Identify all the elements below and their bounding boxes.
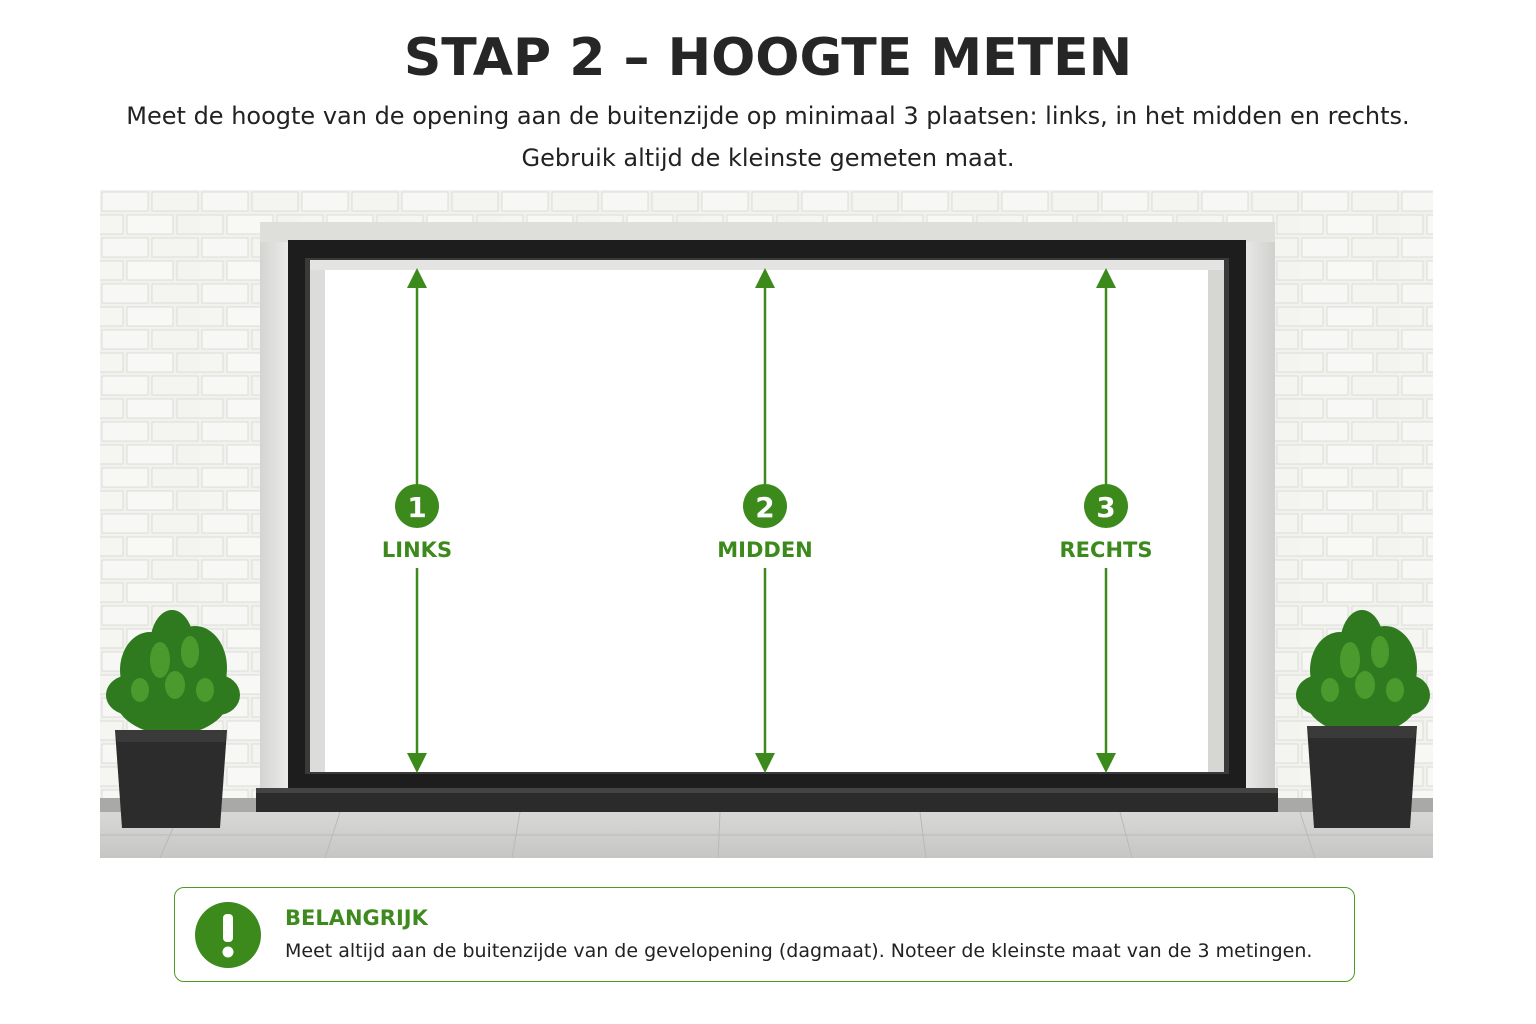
planter-left [115,730,227,828]
instruction-line-1: Meet de hoogte van de opening aan de buitenzijde op minimaal 3 plaatsen: links, in het midden en rechts. [126,102,1410,130]
label-midden: MIDDEN [717,538,813,562]
badge-number-1: 1 [407,491,427,524]
instruction-line-2: Gebruik altijd de kleinste gemeten maat. [521,144,1015,172]
badge-number-2: 2 [755,491,775,524]
notice-title: BELANGRIJK [285,906,428,930]
important-notice [174,887,1355,982]
label-links: LINKS [381,538,453,562]
exclamation-icon [195,902,261,968]
opening-illustration [100,190,1433,858]
planter-right [1307,726,1417,828]
page-title: STAP 2 – HOOGTE METEN [403,28,1133,88]
badge-number-3: 3 [1096,491,1116,524]
label-rechts: RECHTS [1059,538,1153,562]
notice-text: Meet altijd aan de buitenzijde van de gevelopening (dagmaat). Noteer de kleinste maat van de 3 metingen. [285,940,1313,962]
